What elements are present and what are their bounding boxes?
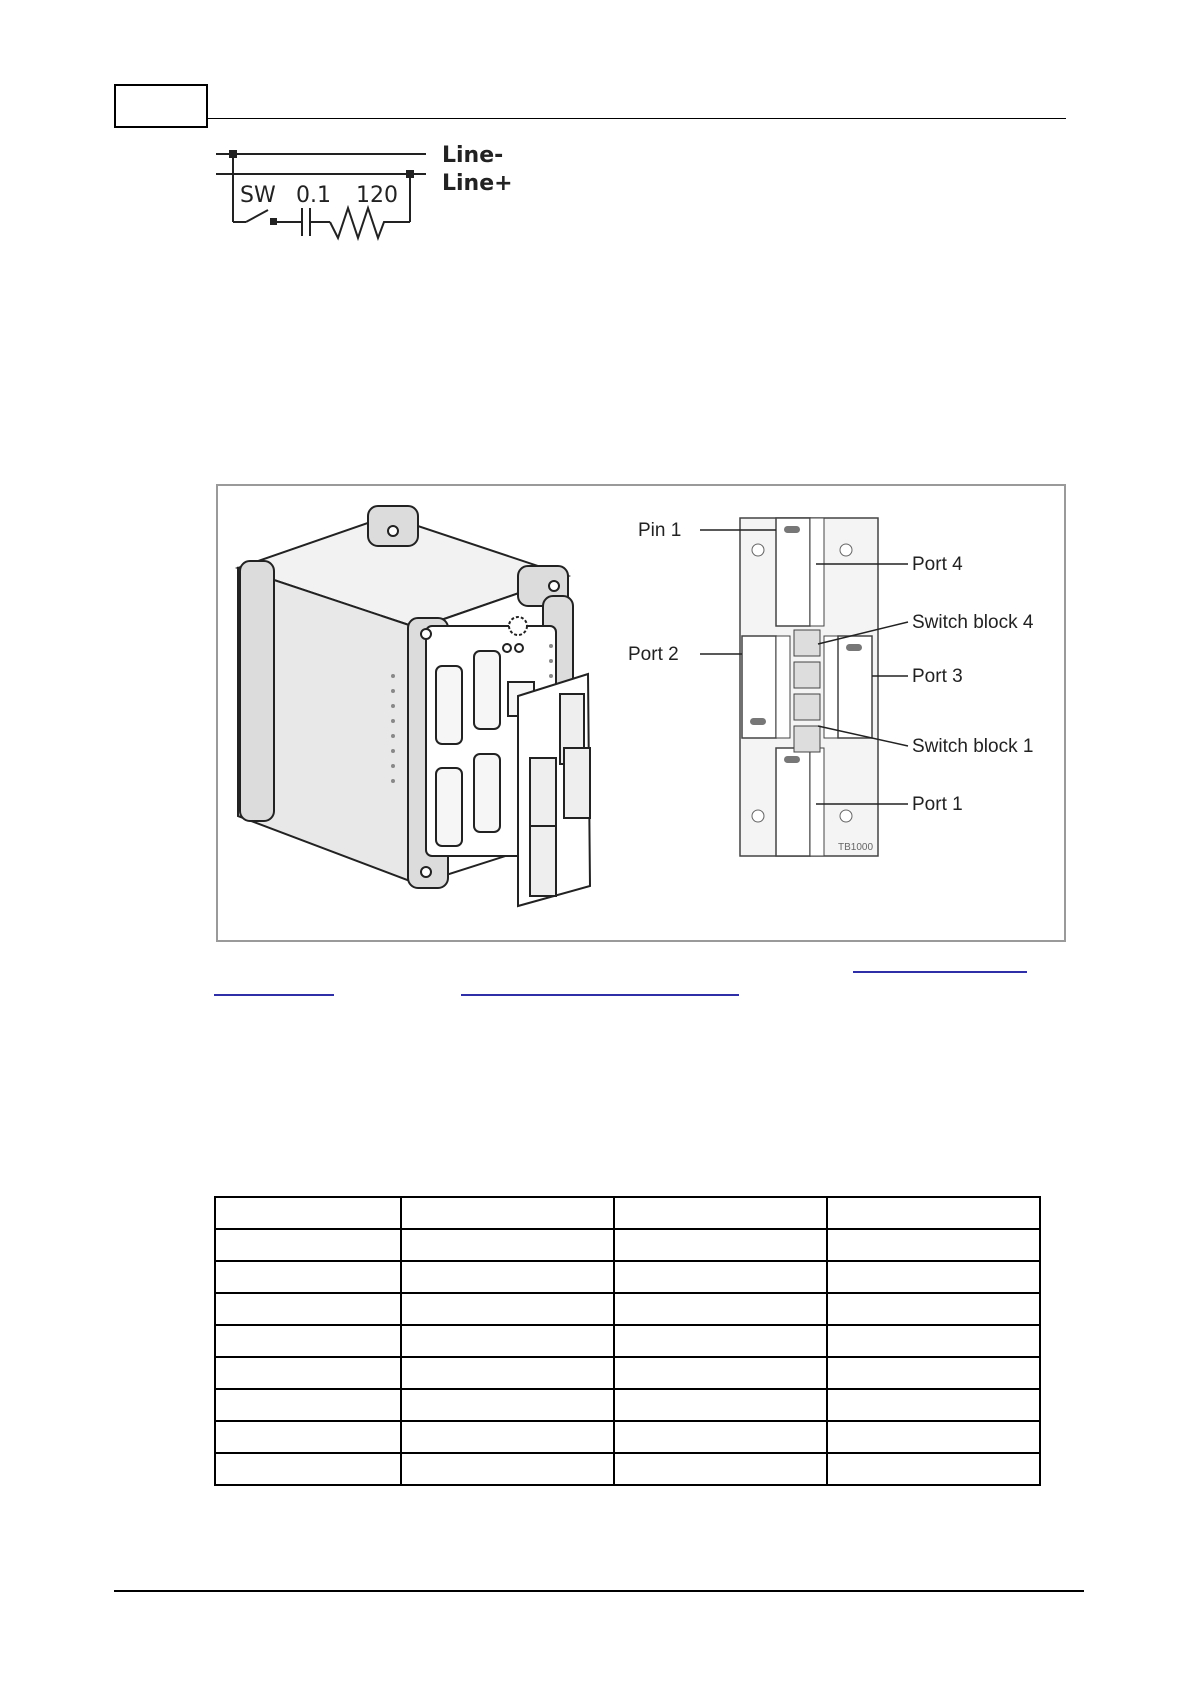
table-cell <box>215 1325 401 1357</box>
table-cell <box>827 1261 1040 1293</box>
table-cell <box>614 1261 827 1293</box>
table-cell <box>401 1421 614 1453</box>
res-label: 120 <box>356 183 398 208</box>
table-cell <box>401 1293 614 1325</box>
table-row <box>215 1453 1040 1485</box>
table-cell <box>215 1261 401 1293</box>
table-cell <box>401 1229 614 1261</box>
table-cell <box>215 1421 401 1453</box>
device-illustration <box>238 506 590 906</box>
table-cell <box>827 1453 1040 1485</box>
table-row <box>215 1421 1040 1453</box>
table-cell <box>614 1421 827 1453</box>
pin-assignment-table <box>214 1196 1041 1486</box>
callout-port-4: Port 4 <box>912 554 963 575</box>
table-row <box>215 1389 1040 1421</box>
table-cell <box>827 1357 1040 1389</box>
hyperlink-underline[interactable] <box>853 971 1027 973</box>
table-row <box>215 1357 1040 1389</box>
sw-label: SW <box>240 183 276 208</box>
line-minus-label: Line- <box>442 143 504 168</box>
callout-port-1: Port 1 <box>912 794 963 815</box>
table-row <box>215 1261 1040 1293</box>
table-cell <box>614 1357 827 1389</box>
callout-port-3: Port 3 <box>912 666 963 687</box>
table-cell <box>614 1293 827 1325</box>
table-cell <box>401 1453 614 1485</box>
table-cell <box>614 1197 827 1229</box>
table-cell <box>614 1389 827 1421</box>
table-row <box>215 1293 1040 1325</box>
callout-port-2: Port 2 <box>628 644 679 665</box>
hyperlink-underline[interactable] <box>214 994 334 996</box>
table-cell <box>827 1229 1040 1261</box>
table-cell <box>614 1229 827 1261</box>
table-row <box>215 1229 1040 1261</box>
table-cell <box>215 1229 401 1261</box>
board-model-label: TB1000 <box>838 842 874 853</box>
table-cell <box>215 1357 401 1389</box>
table-cell <box>614 1453 827 1485</box>
table-cell <box>827 1421 1040 1453</box>
table-row <box>215 1197 1040 1229</box>
table-cell <box>401 1197 614 1229</box>
table-cell <box>827 1389 1040 1421</box>
table-cell <box>614 1325 827 1357</box>
table-cell <box>827 1325 1040 1357</box>
footer-rule <box>114 1590 1084 1592</box>
page-number-box <box>114 84 208 128</box>
table-row <box>215 1325 1040 1357</box>
callout-switch-block-4: Switch block 4 <box>912 612 1034 633</box>
table-cell <box>827 1197 1040 1229</box>
hyperlink-underline[interactable] <box>461 994 739 996</box>
line-plus-label: Line+ <box>442 171 513 196</box>
header-rule <box>208 118 1066 119</box>
table-cell <box>215 1389 401 1421</box>
table-cell <box>401 1389 614 1421</box>
table-cell <box>401 1261 614 1293</box>
table-cell <box>215 1293 401 1325</box>
termination-circuit-diagram <box>212 138 532 248</box>
table-cell <box>827 1293 1040 1325</box>
table-cell <box>215 1197 401 1229</box>
table-cell <box>401 1325 614 1357</box>
terminal-board-illustration <box>740 518 878 856</box>
callout-switch-block-1: Switch block 1 <box>912 736 1034 757</box>
table-cell <box>215 1453 401 1485</box>
device-figure <box>216 484 1066 942</box>
table-cell <box>401 1357 614 1389</box>
cap-label: 0.1 <box>296 183 331 208</box>
callout-pin-1: Pin 1 <box>638 520 682 541</box>
